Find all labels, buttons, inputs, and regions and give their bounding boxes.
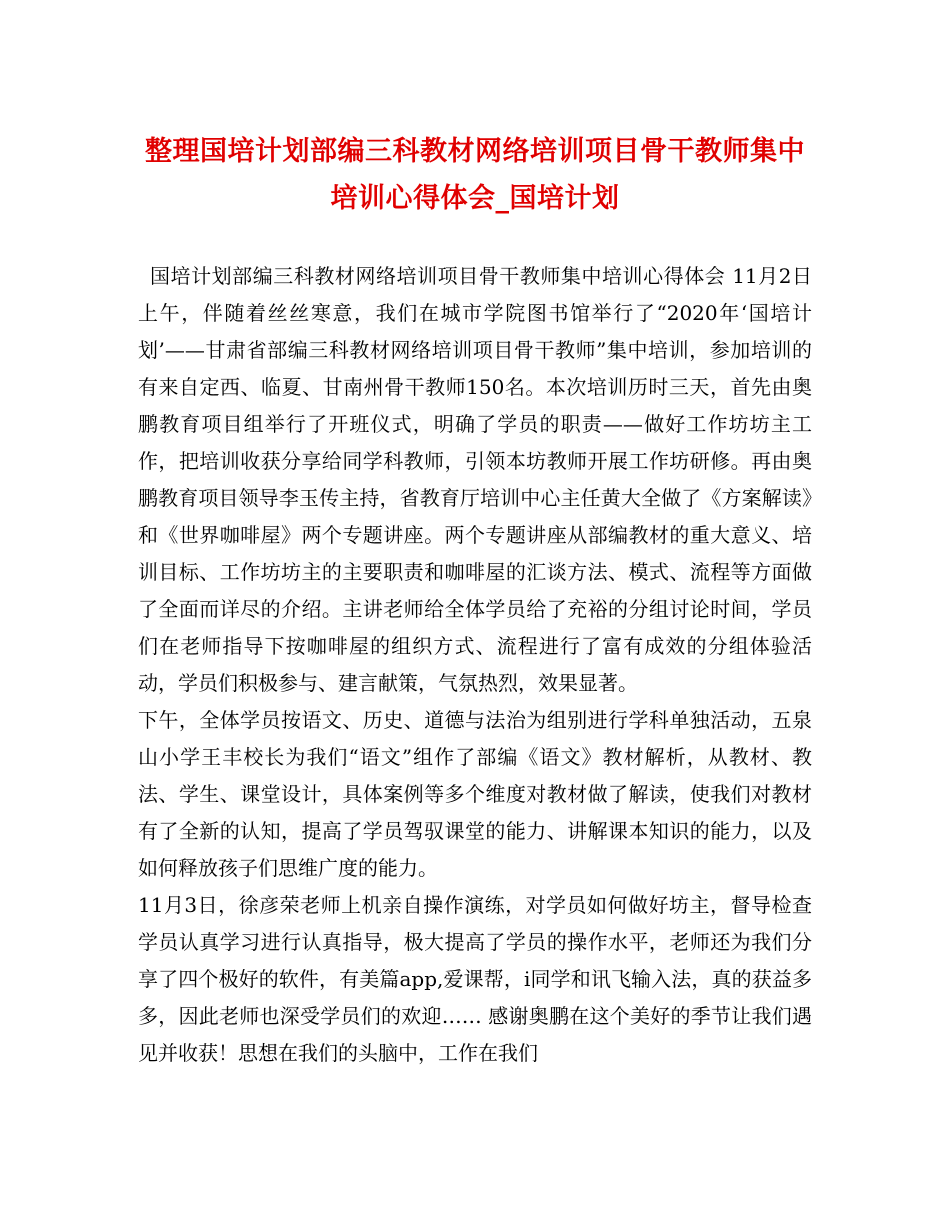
document-title bbox=[138, 128, 812, 222]
paragraph-3: 11月3日，徐彦荣老师上机亲自操作演练，对学员如何做好坊主，督导检查学员认真学习进行认真指导，极大提高了学员的操作水平，老师还为我们分享了四个极好的软件，有美篇app,爱课帮，i同学和讯飞输入法，真的获益多多，因此老师也深受学员们的欢迎…… 感谢奥鹏在这个美好的季节让我们遇见并收获！思想在我们的头脑中，工作在我们 bbox=[138, 893, 812, 1065]
paragraph-1: 国培计划部编三科教材网络培训项目骨干教师集中培训心得体会 11月2日上午，伴随着丝丝寒意，我们在城市学院图书馆举行了“2020年‘国培计划’——甘肃省部编三科教材网络培训项目骨干教师”集中培训，参加培训的有来自定西、临夏、甘南州骨干教师150名。本次培训历时三天，首先由奥鹏教育项目组举行了开班仪式，明确了学员的职责——做好工作坊坊主工作，把培训收获分享给同学科教师，引领本坊教师开展工作坊研修。再由奥鹏教育项目领导李玉传主持，省教育厅培训中心主任黄大全做了《方案解读》和《世界咖啡屋》两个专题讲座。两个专题讲座从部编教材的重大意义、培训目标、工作坊坊主的主要职责和咖啡屋的汇谈方法、模式、流程等方面做了全面而详尽的介绍。主讲老师给全体学员给了充裕的分组讨论时间，学员们在老师指导下按咖啡屋的组织方式、流程进行了富有成效的分组体验活动，学员们积极参与、建言献策，气氛热烈，效果显著。 bbox=[138, 264, 812, 695]
title-line-1: 整理国培计划部编三科教材网络培训项目骨干教师集中 bbox=[145, 136, 805, 167]
document-body bbox=[138, 258, 812, 1072]
title-line-2: 培训心得体会_国培计划 bbox=[330, 183, 620, 214]
paragraph-2: 下午，全体学员按语文、历史、道德与法治为组别进行学科单独活动，五泉山小学王丰校长为我们“语文”组作了部编《语文》教材解析，从教材、教法、学生、课堂设计，具体案例等多个维度对教材做了解读，使我们对教材有了全新的认知，提高了学员驾驭课堂的能力、讲解课本知识的能力，以及如何释放孩子们思维广度的能力。 bbox=[138, 708, 812, 880]
